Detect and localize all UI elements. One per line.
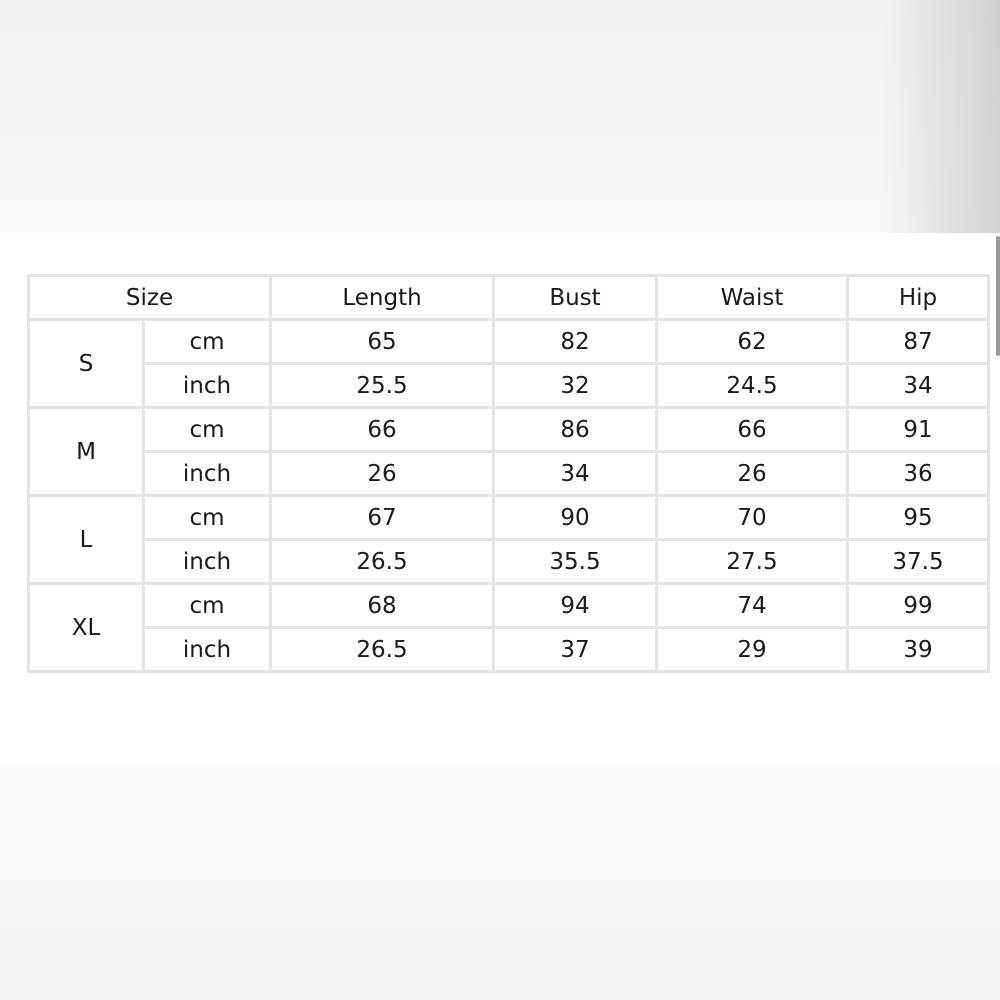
- bust-value: 90: [494, 496, 657, 540]
- hip-value: 34: [848, 364, 989, 408]
- unit-label: inch: [144, 540, 271, 584]
- length-value: 26.5: [271, 540, 494, 584]
- bottom-background: [0, 765, 1000, 1000]
- header-size: Size: [29, 276, 271, 320]
- header-row: [29, 276, 989, 320]
- unit-label: inch: [144, 628, 271, 672]
- unit-label: inch: [144, 452, 271, 496]
- waist-value: 66: [657, 408, 848, 452]
- hip-value: 99: [848, 584, 989, 628]
- header-hip: Hip: [848, 276, 989, 320]
- scroll-indicator[interactable]: [996, 236, 1000, 356]
- size-label: XL: [29, 584, 144, 672]
- size-label: L: [29, 496, 144, 584]
- top-background: [0, 0, 1000, 233]
- waist-value: 26: [657, 452, 848, 496]
- waist-value: 70: [657, 496, 848, 540]
- length-value: 26.5: [271, 628, 494, 672]
- hip-value: 36: [848, 452, 989, 496]
- table-row: [29, 364, 989, 408]
- table-row: [29, 584, 989, 628]
- size-label: M: [29, 408, 144, 496]
- header-waist: Waist: [657, 276, 848, 320]
- waist-value: 29: [657, 628, 848, 672]
- header-bust: Bust: [494, 276, 657, 320]
- length-value: 66: [271, 408, 494, 452]
- length-value: 68: [271, 584, 494, 628]
- bust-value: 32: [494, 364, 657, 408]
- unit-label: cm: [144, 320, 271, 364]
- bust-value: 37: [494, 628, 657, 672]
- hip-value: 39: [848, 628, 989, 672]
- hip-value: 37.5: [848, 540, 989, 584]
- table-row: [29, 628, 989, 672]
- bust-value: 35.5: [494, 540, 657, 584]
- waist-value: 62: [657, 320, 848, 364]
- length-value: 26: [271, 452, 494, 496]
- size-label: S: [29, 320, 144, 408]
- bust-value: 82: [494, 320, 657, 364]
- waist-value: 74: [657, 584, 848, 628]
- waist-value: 27.5: [657, 540, 848, 584]
- unit-label: inch: [144, 364, 271, 408]
- unit-label: cm: [144, 408, 271, 452]
- hip-value: 91: [848, 408, 989, 452]
- table-row: [29, 408, 989, 452]
- unit-label: cm: [144, 496, 271, 540]
- bust-value: 34: [494, 452, 657, 496]
- bust-value: 86: [494, 408, 657, 452]
- length-value: 65: [271, 320, 494, 364]
- hip-value: 95: [848, 496, 989, 540]
- unit-label: cm: [144, 584, 271, 628]
- table-row: [29, 320, 989, 364]
- header-length: Length: [271, 276, 494, 320]
- table-row: [29, 452, 989, 496]
- table-row: [29, 540, 989, 584]
- table-row: [29, 496, 989, 540]
- size-chart-table: [27, 274, 990, 673]
- length-value: 25.5: [271, 364, 494, 408]
- length-value: 67: [271, 496, 494, 540]
- bust-value: 94: [494, 584, 657, 628]
- waist-value: 24.5: [657, 364, 848, 408]
- hip-value: 87: [848, 320, 989, 364]
